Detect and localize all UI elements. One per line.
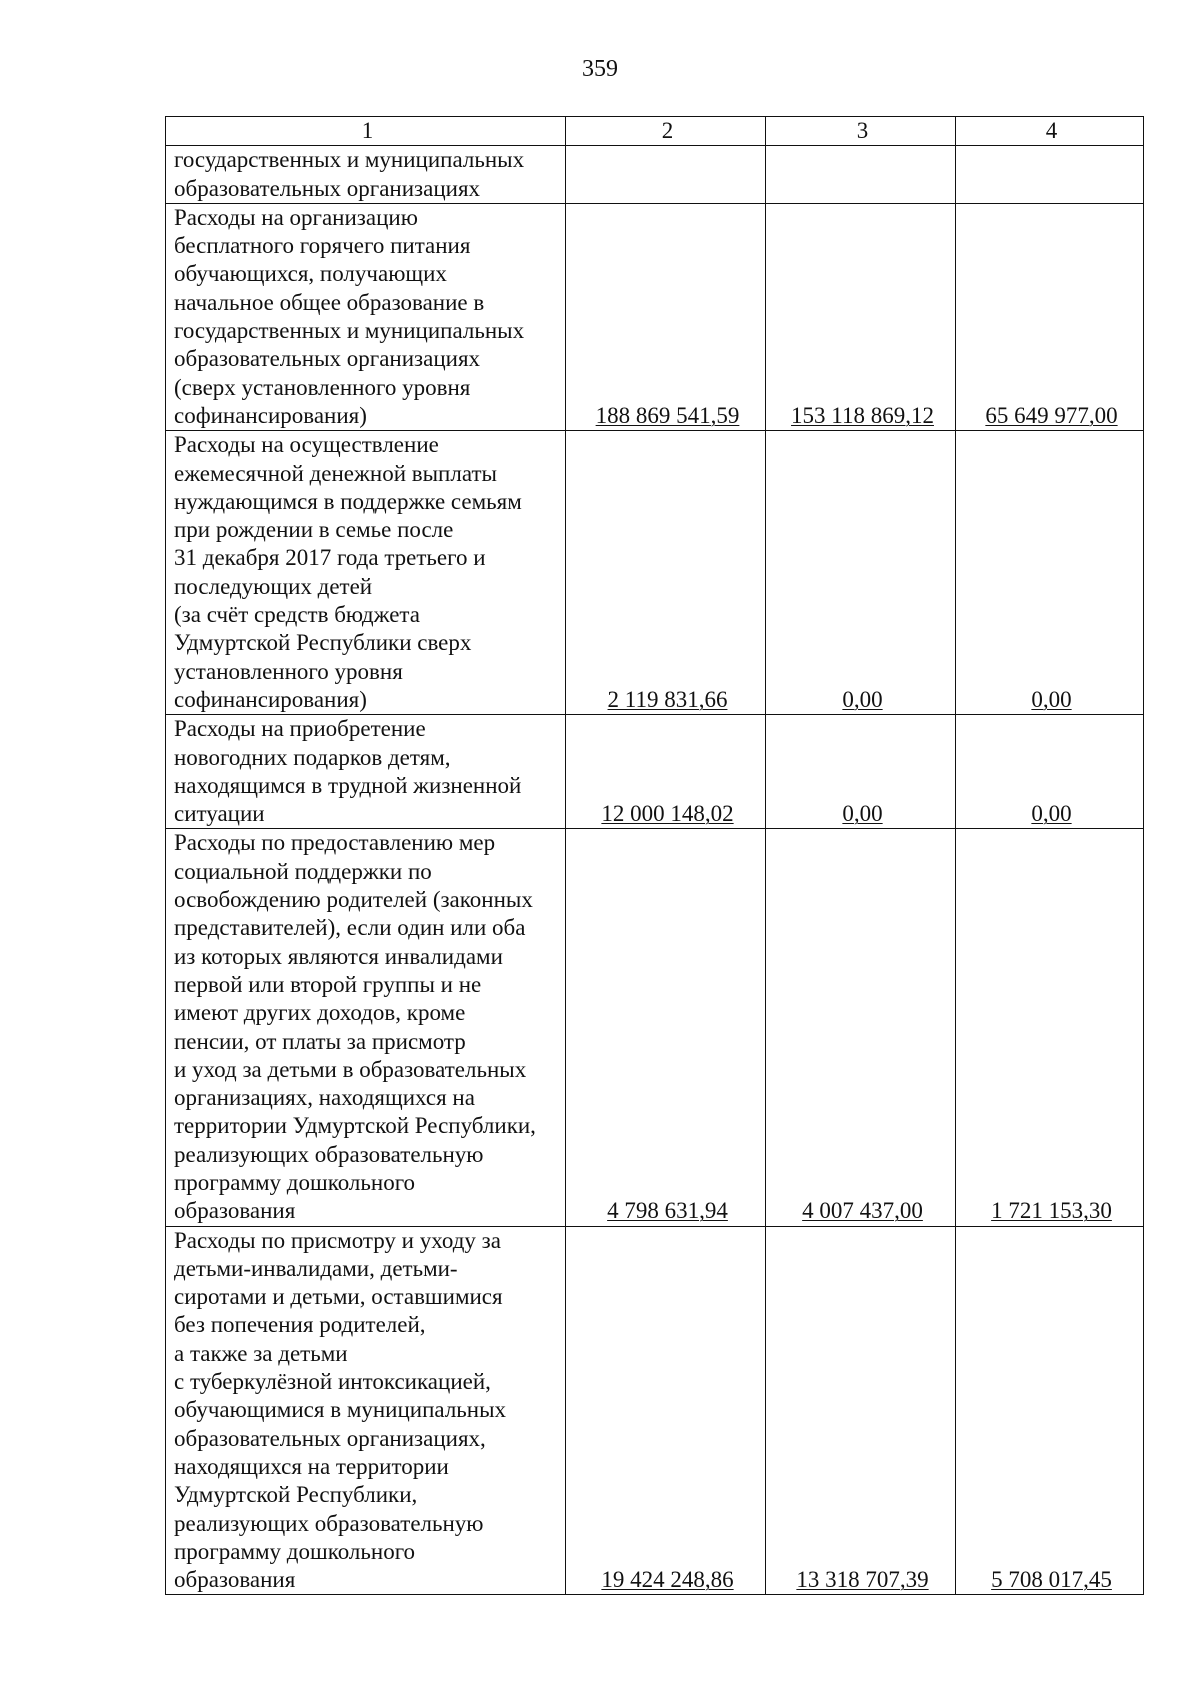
row-col2-value: 188 869 541,59: [595, 402, 740, 428]
column-header-2: 2: [566, 117, 766, 146]
row-col3-cell: [766, 1226, 956, 1595]
table-row: [166, 1226, 1144, 1595]
row-description: Расходы по предоставлению мер социальной поддержки по освобождению родителей (законных представителей), если один или оба из которых являются инвалидами первой или второй группы и не имеют других доходов, кроме пенсии, от платы за присмотр и уход за детьми в образовательных организациях, находящихся на территории Удмуртской Республики, реализующих образовательную программу дошкольного образования: [166, 829, 566, 1226]
page-number: 359: [582, 56, 618, 82]
row-col4-cell: [956, 715, 1144, 829]
row-col4-value: 0,00: [1031, 801, 1072, 827]
row-col3-cell: [766, 715, 956, 829]
row-description: Расходы на организацию бесплатного горячего питания обучающихся, получающих начальное общее образование в государственных и муниципальных образовательных организациях (сверх установленного уровня софинансирования): [166, 203, 566, 430]
row-description: государственных и муниципальных образовательных организациях: [166, 146, 566, 204]
column-header-4: 4: [956, 117, 1144, 146]
table-row: [166, 715, 1144, 829]
row-col2-cell: [566, 829, 766, 1226]
row-col2-cell: [566, 203, 766, 430]
row-col2-cell: [566, 1226, 766, 1595]
row-col2-cell: [566, 431, 766, 715]
table-row: [166, 431, 1144, 715]
row-col4-cell: [956, 146, 1144, 204]
row-col3-cell: [766, 203, 956, 430]
row-col3-cell: [766, 146, 956, 204]
row-col4-value: 1 721 153,30: [991, 1198, 1112, 1224]
row-col3-value: 4 007 437,00: [802, 1198, 923, 1224]
row-col4-cell: [956, 203, 1144, 430]
row-col4-cell: [956, 431, 1144, 715]
row-col4-value: 65 649 977,00: [985, 402, 1118, 428]
row-col2-cell: [566, 146, 766, 204]
row-col2-value: 4 798 631,94: [607, 1198, 728, 1224]
row-description: Расходы на осуществление ежемесячной денежной выплаты нуждающимся в поддержке семьям при рождении в семье после 31 декабря 2017 года третьего и последующих детей (за счёт средств бюджета Удмуртской Республики сверх установленного уровня софинансирования): [166, 431, 566, 715]
column-header-1: 1: [166, 117, 566, 146]
row-col3-cell: [766, 431, 956, 715]
row-col4-value: 5 708 017,45: [991, 1567, 1112, 1593]
row-col2-value: 19 424 248,86: [601, 1567, 734, 1593]
row-col4-cell: [956, 829, 1144, 1226]
row-col4-cell: [956, 1226, 1144, 1595]
row-col3-value: 0,00: [842, 801, 883, 827]
row-col2-value: 2 119 831,66: [607, 686, 728, 712]
column-header-3: 3: [766, 117, 956, 146]
row-col2-cell: [566, 715, 766, 829]
row-col3-cell: [766, 829, 956, 1226]
row-description: Расходы на приобретение новогодних подарков детям, находящимся в трудной жизненной ситуации: [166, 715, 566, 829]
table-row: [166, 203, 1144, 430]
budget-table: [165, 116, 1144, 1595]
table-row: [166, 146, 1144, 204]
table-row: [166, 829, 1144, 1226]
row-description: Расходы по присмотру и уходу за детьми-инвалидами, детьми- сиротами и детьми, оставшимися без попечения родителей, а также за детьми с туберкулёзной интоксикацией, обучающимися в муниципальных образовательных организациях, находящихся на территории Удмуртской Республики, реализующих образовательную программу дошкольного образования: [166, 1226, 566, 1595]
header-row: [166, 117, 1144, 146]
row-col3-value: 0,00: [842, 686, 883, 712]
row-col2-value: 12 000 148,02: [601, 801, 734, 827]
row-col3-value: 153 118 869,12: [791, 402, 934, 428]
row-col3-value: 13 318 707,39: [796, 1567, 929, 1593]
row-col4-value: 0,00: [1031, 686, 1072, 712]
